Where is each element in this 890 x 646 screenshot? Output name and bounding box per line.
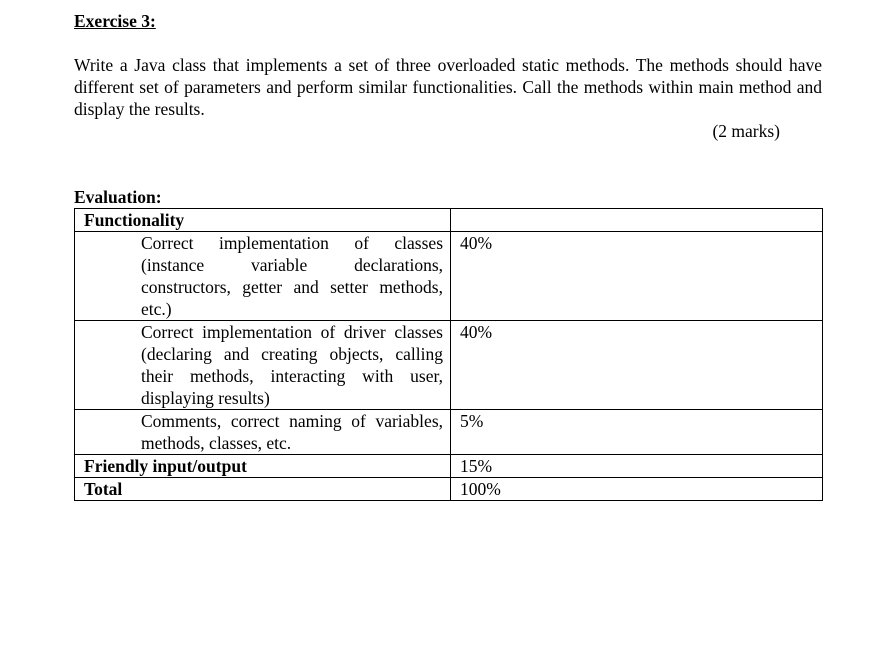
table-row — [75, 232, 823, 321]
weight-cell: 5% — [451, 410, 823, 455]
criterion-cell — [75, 410, 451, 455]
document-page — [74, 10, 822, 501]
criterion-text: Correct implementation of driver classes (declaring and creating objects, calling their methods, interacting with user, displaying results) — [141, 322, 443, 408]
criterion-cell: Functionality — [75, 209, 451, 232]
criterion-text: Comments, correct naming of variables, methods, classes, etc. — [141, 411, 443, 453]
weight-cell: 40% — [451, 232, 823, 321]
criterion-cell — [75, 321, 451, 410]
exercise-description: Write a Java class that implements a set of three overloaded static methods. The methods should have different set of parameters and perform similar functionalities. Call the methods within main method and display the results. — [74, 55, 822, 119]
evaluation-title: Evaluation: — [74, 187, 162, 207]
criterion-cell: Friendly input/output — [75, 455, 451, 478]
table-row — [75, 455, 823, 478]
marks-label: (2 marks) — [712, 121, 780, 141]
weight-cell: 40% — [451, 321, 823, 410]
table-row — [75, 410, 823, 455]
weight-cell: 100% — [451, 478, 823, 501]
table-row — [75, 209, 823, 232]
criterion-cell: Total — [75, 478, 451, 501]
exercise-heading: Exercise 3: — [74, 11, 156, 31]
criterion-cell — [75, 232, 451, 321]
weight-cell — [451, 209, 823, 232]
evaluation-table — [74, 208, 823, 501]
table-row — [75, 321, 823, 410]
table-row — [75, 478, 823, 501]
weight-cell: 15% — [451, 455, 823, 478]
criterion-text: Correct implementation of classes (instance variable declarations, constructors, getter and setter methods, etc.) — [141, 233, 443, 319]
